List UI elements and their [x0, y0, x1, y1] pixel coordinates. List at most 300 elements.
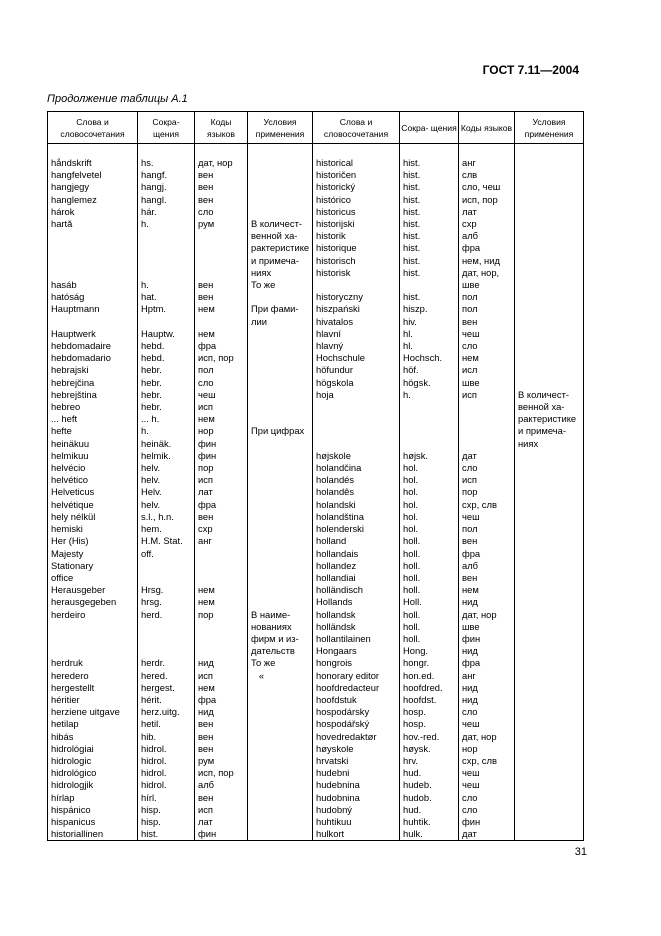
cell-conditions-right — [515, 255, 584, 267]
table-row — [48, 169, 584, 181]
cell-conditions-left — [248, 767, 313, 779]
cell-abbrev-left: hidrol. — [138, 767, 195, 779]
cell-conditions-left — [248, 792, 313, 804]
spacer-cell — [138, 144, 195, 158]
cell-words-right: hoja — [313, 389, 400, 401]
cell-conditions-left: рактеристике — [248, 242, 313, 254]
cell-lang-codes-right: схр, слв — [459, 499, 515, 511]
cell-words-right: historicus — [313, 206, 400, 218]
cell-abbrev-left — [138, 255, 195, 267]
cell-words-right — [313, 425, 400, 437]
cell-conditions-right — [515, 364, 584, 376]
cell-words-left — [48, 255, 138, 267]
table-row — [48, 242, 584, 254]
cell-conditions-right: ниях — [515, 438, 584, 450]
cell-lang-codes-left: вен — [195, 169, 248, 181]
table-row — [48, 706, 584, 718]
cell-words-left — [48, 645, 138, 657]
cell-conditions-right — [515, 633, 584, 645]
cell-words-right: historique — [313, 242, 400, 254]
table-row — [48, 425, 584, 437]
cell-words-left: hispanicus — [48, 816, 138, 828]
cell-abbrev-right: hulk. — [400, 828, 459, 841]
cell-abbrev-left: off. — [138, 548, 195, 560]
cell-lang-codes-right: сло — [459, 340, 515, 352]
table-row — [48, 267, 584, 279]
spacer-cell — [400, 144, 459, 158]
cell-conditions-right — [515, 499, 584, 511]
cell-lang-codes-left: чеш — [195, 389, 248, 401]
cell-conditions-left — [248, 755, 313, 767]
cell-conditions-left — [248, 352, 313, 364]
cell-conditions-right — [515, 340, 584, 352]
cell-conditions-right — [515, 303, 584, 315]
cell-words-left: hatóság — [48, 291, 138, 303]
column-header-conditions-right: Условия применения — [515, 112, 584, 144]
cell-abbrev-right: hoofdred. — [400, 682, 459, 694]
table-row — [48, 523, 584, 535]
cell-conditions-left — [248, 560, 313, 572]
cell-lang-codes-left: сло — [195, 377, 248, 389]
cell-words-left: hidrologjik — [48, 779, 138, 791]
cell-lang-codes-left: вен — [195, 792, 248, 804]
cell-conditions-left — [248, 694, 313, 706]
cell-lang-codes-left — [195, 548, 248, 560]
cell-words-right: hoofdredacteur — [313, 682, 400, 694]
cell-conditions-left — [248, 523, 313, 535]
cell-words-right: hospodářský — [313, 718, 400, 730]
cell-words-left: helvétique — [48, 499, 138, 511]
column-header-abbrev-left: Сокра- щения — [138, 112, 195, 144]
cell-lang-codes-right: пор — [459, 486, 515, 498]
cell-lang-codes-right: анг — [459, 157, 515, 169]
cell-lang-codes-left: дат, нор — [195, 157, 248, 169]
cell-abbrev-left — [138, 645, 195, 657]
cell-conditions-right — [515, 584, 584, 596]
cell-lang-codes-left: фра — [195, 499, 248, 511]
cell-lang-codes-right: схр, слв — [459, 755, 515, 767]
cell-words-left: hibás — [48, 731, 138, 743]
cell-abbrev-left: helv. — [138, 474, 195, 486]
cell-conditions-right — [515, 560, 584, 572]
cell-lang-codes-right: сло — [459, 792, 515, 804]
cell-lang-codes-left — [195, 560, 248, 572]
cell-lang-codes-right: фин — [459, 816, 515, 828]
cell-lang-codes-right: пол — [459, 303, 515, 315]
abbreviations-table — [47, 111, 584, 841]
cell-words-right: hudebnina — [313, 779, 400, 791]
cell-lang-codes-right: дат, нор — [459, 609, 515, 621]
cell-conditions-right: В количест- — [515, 389, 584, 401]
cell-lang-codes-left: вен — [195, 181, 248, 193]
cell-lang-codes-left: исп — [195, 401, 248, 413]
table-row — [48, 279, 584, 291]
table-row — [48, 462, 584, 474]
cell-abbrev-right — [400, 279, 459, 291]
cell-abbrev-left: hs. — [138, 157, 195, 169]
cell-words-right: högskola — [313, 377, 400, 389]
table-row — [48, 181, 584, 193]
cell-lang-codes-right: фра — [459, 242, 515, 254]
cell-words-right: holandês — [313, 486, 400, 498]
cell-words-right: hospodársky — [313, 706, 400, 718]
cell-lang-codes-right: чеш — [459, 779, 515, 791]
table-row — [48, 511, 584, 523]
cell-lang-codes-right: нид — [459, 596, 515, 608]
cell-abbrev-right: hist. — [400, 181, 459, 193]
cell-words-right: historijski — [313, 218, 400, 230]
cell-conditions-left — [248, 718, 313, 730]
cell-lang-codes-left: нем — [195, 682, 248, 694]
cell-lang-codes-left — [195, 230, 248, 242]
cell-words-right: honorary editor — [313, 670, 400, 682]
cell-abbrev-left: hangj. — [138, 181, 195, 193]
cell-words-left: hebdomadaire — [48, 340, 138, 352]
cell-abbrev-right: hist. — [400, 267, 459, 279]
cell-abbrev-right: hiv. — [400, 316, 459, 328]
cell-lang-codes-left: исп — [195, 670, 248, 682]
table-row — [48, 486, 584, 498]
table-row — [48, 609, 584, 621]
table-row — [48, 767, 584, 779]
cell-conditions-right — [515, 804, 584, 816]
cell-words-left: hebrajski — [48, 364, 138, 376]
cell-lang-codes-left: лат — [195, 816, 248, 828]
cell-lang-codes-right: чеш — [459, 328, 515, 340]
cell-conditions-left — [248, 291, 313, 303]
cell-abbrev-right: hosp. — [400, 706, 459, 718]
cell-lang-codes-left: вен — [195, 194, 248, 206]
cell-words-left: Her (His) — [48, 535, 138, 547]
cell-lang-codes-right: сло — [459, 462, 515, 474]
cell-words-right: Hollands — [313, 596, 400, 608]
cell-abbrev-right: hist. — [400, 242, 459, 254]
cell-words-left: helvécio — [48, 462, 138, 474]
cell-words-left: hefte — [48, 425, 138, 437]
cell-abbrev-right — [400, 401, 459, 413]
cell-conditions-right — [515, 828, 584, 841]
cell-conditions-right — [515, 523, 584, 535]
cell-abbrev-left: ... h. — [138, 413, 195, 425]
table-row — [48, 157, 584, 169]
cell-words-right: holandés — [313, 474, 400, 486]
cell-words-left: heredero — [48, 670, 138, 682]
cell-words-left: herausgegeben — [48, 596, 138, 608]
cell-words-left: hebdomadario — [48, 352, 138, 364]
cell-words-right — [313, 279, 400, 291]
cell-conditions-right — [515, 328, 584, 340]
cell-words-left: håndskrift — [48, 157, 138, 169]
column-header-abbrev-right: Сокра- щения — [400, 112, 459, 144]
cell-lang-codes-left — [195, 621, 248, 633]
cell-abbrev-right: hud. — [400, 767, 459, 779]
cell-words-left: hispánico — [48, 804, 138, 816]
table-caption: Продолжение таблицы А.1 — [47, 93, 188, 105]
cell-conditions-right — [515, 474, 584, 486]
cell-conditions-left — [248, 438, 313, 450]
cell-lang-codes-left: нид — [195, 657, 248, 669]
table-body — [48, 144, 584, 841]
cell-conditions-right — [515, 242, 584, 254]
cell-words-right: holländsk — [313, 621, 400, 633]
cell-conditions-left — [248, 682, 313, 694]
cell-words-left: hírlap — [48, 792, 138, 804]
table-header-row — [48, 112, 584, 144]
cell-abbrev-left: hangf. — [138, 169, 195, 181]
cell-conditions-right — [515, 670, 584, 682]
cell-words-right: historik — [313, 230, 400, 242]
cell-abbrev-left: hidrol. — [138, 755, 195, 767]
cell-abbrev-right — [400, 425, 459, 437]
cell-abbrev-left: hangl. — [138, 194, 195, 206]
table-row — [48, 804, 584, 816]
cell-lang-codes-right: вен — [459, 572, 515, 584]
cell-abbrev-right: hist. — [400, 157, 459, 169]
cell-conditions-right — [515, 511, 584, 523]
cell-conditions-right — [515, 450, 584, 462]
page-number: 31 — [574, 846, 587, 858]
cell-abbrev-left: hidrol. — [138, 779, 195, 791]
cell-lang-codes-right — [459, 401, 515, 413]
cell-lang-codes-left: фра — [195, 340, 248, 352]
cell-lang-codes-left — [195, 572, 248, 584]
cell-conditions-right: рактеристике — [515, 413, 584, 425]
cell-conditions-right — [515, 779, 584, 791]
table-row — [48, 218, 584, 230]
cell-conditions-right — [515, 194, 584, 206]
cell-abbrev-left: Hrsg. — [138, 584, 195, 596]
cell-words-right: historičen — [313, 169, 400, 181]
cell-abbrev-left — [138, 316, 195, 328]
cell-words-left: Stationary — [48, 560, 138, 572]
cell-abbrev-left: Helv. — [138, 486, 195, 498]
cell-lang-codes-left: схр — [195, 523, 248, 535]
cell-abbrev-right: hongr. — [400, 657, 459, 669]
cell-conditions-left — [248, 413, 313, 425]
table-row — [48, 389, 584, 401]
cell-words-right: hudobnina — [313, 792, 400, 804]
table-row — [48, 499, 584, 511]
cell-lang-codes-right: шве — [459, 377, 515, 389]
cell-conditions-left — [248, 194, 313, 206]
table-row — [48, 291, 584, 303]
cell-lang-codes-right: схр — [459, 218, 515, 230]
cell-abbrev-right: hol. — [400, 486, 459, 498]
table-row — [48, 206, 584, 218]
cell-lang-codes-right: нем — [459, 584, 515, 596]
cell-lang-codes-left — [195, 255, 248, 267]
cell-abbrev-left: hérit. — [138, 694, 195, 706]
cell-abbrev-left — [138, 633, 195, 645]
column-header-conditions-left: Условия применения — [248, 112, 313, 144]
cell-abbrev-right: hov.-red. — [400, 731, 459, 743]
cell-words-right: Hochschule — [313, 352, 400, 364]
cell-lang-codes-right: сло — [459, 804, 515, 816]
table-row — [48, 645, 584, 657]
column-header-words-left: Слова и словосочетания — [48, 112, 138, 144]
cell-conditions-left — [248, 596, 313, 608]
spacer-cell — [313, 144, 400, 158]
cell-conditions-left: венной ха- — [248, 230, 313, 242]
cell-lang-codes-left — [195, 633, 248, 645]
cell-abbrev-left: s.l., h.n. — [138, 511, 195, 523]
cell-words-right: hlavní — [313, 328, 400, 340]
cell-abbrev-left — [138, 621, 195, 633]
cell-lang-codes-left: нем — [195, 328, 248, 340]
cell-conditions-left — [248, 572, 313, 584]
cell-abbrev-left: helmik. — [138, 450, 195, 462]
cell-lang-codes-right: шве — [459, 279, 515, 291]
cell-lang-codes-right: лат — [459, 206, 515, 218]
cell-abbrev-right: hist. — [400, 206, 459, 218]
cell-words-left: heinäkuu — [48, 438, 138, 450]
cell-lang-codes-left: пор — [195, 462, 248, 474]
cell-abbrev-right: hosp. — [400, 718, 459, 730]
cell-abbrev-right: hist. — [400, 169, 459, 181]
cell-conditions-left — [248, 450, 313, 462]
table-row — [48, 560, 584, 572]
cell-words-right: höfundur — [313, 364, 400, 376]
cell-words-right: hongrois — [313, 657, 400, 669]
cell-words-left: herdruk — [48, 657, 138, 669]
cell-words-right: hudobný — [313, 804, 400, 816]
cell-abbrev-right: hudob. — [400, 792, 459, 804]
cell-conditions-left: При фами- — [248, 303, 313, 315]
cell-abbrev-right: hist. — [400, 218, 459, 230]
column-header-lang-codes-left: Коды языков — [195, 112, 248, 144]
cell-words-left — [48, 230, 138, 242]
cell-conditions-right — [515, 279, 584, 291]
cell-words-right: hollandais — [313, 548, 400, 560]
cell-words-left: Herausgeber — [48, 584, 138, 596]
cell-lang-codes-right: пол — [459, 523, 515, 535]
cell-conditions-right — [515, 206, 584, 218]
cell-lang-codes-left: рум — [195, 755, 248, 767]
cell-abbrev-right: holl. — [400, 584, 459, 596]
cell-conditions-right — [515, 267, 584, 279]
cell-conditions-right — [515, 377, 584, 389]
cell-words-left: hidrologic — [48, 755, 138, 767]
table-row — [48, 438, 584, 450]
cell-abbrev-left: hat. — [138, 291, 195, 303]
cell-conditions-left: В количест- — [248, 218, 313, 230]
cell-lang-codes-right — [459, 425, 515, 437]
cell-abbrev-left: heinäk. — [138, 438, 195, 450]
cell-conditions-right — [515, 596, 584, 608]
cell-conditions-left — [248, 816, 313, 828]
cell-lang-codes-right — [459, 438, 515, 450]
cell-abbrev-left: h. — [138, 279, 195, 291]
cell-lang-codes-left: исп — [195, 474, 248, 486]
cell-abbrev-left: hered. — [138, 670, 195, 682]
cell-abbrev-right: hl. — [400, 328, 459, 340]
cell-abbrev-right: hol. — [400, 499, 459, 511]
cell-lang-codes-right: дат, нор — [459, 731, 515, 743]
cell-words-left: hidrológiai — [48, 743, 138, 755]
cell-conditions-left — [248, 474, 313, 486]
table-row — [48, 596, 584, 608]
cell-abbrev-right: hist. — [400, 291, 459, 303]
cell-conditions-right — [515, 157, 584, 169]
cell-abbrev-left: hebr. — [138, 377, 195, 389]
cell-words-right: hlavný — [313, 340, 400, 352]
cell-words-left: Helveticus — [48, 486, 138, 498]
cell-lang-codes-right — [459, 413, 515, 425]
cell-words-left: Hauptwerk — [48, 328, 138, 340]
cell-conditions-left: « — [248, 670, 313, 682]
cell-lang-codes-left — [195, 267, 248, 279]
table-row — [48, 340, 584, 352]
cell-lang-codes-left: анг — [195, 535, 248, 547]
cell-words-right: histórico — [313, 194, 400, 206]
cell-conditions-right — [515, 181, 584, 193]
cell-abbrev-left: herd. — [138, 609, 195, 621]
table-row — [48, 548, 584, 560]
table-row — [48, 413, 584, 425]
cell-abbrev-left: helv. — [138, 462, 195, 474]
cell-lang-codes-right: фра — [459, 657, 515, 669]
cell-conditions-right — [515, 169, 584, 181]
cell-words-right: huhtikuu — [313, 816, 400, 828]
cell-conditions-left — [248, 535, 313, 547]
cell-lang-codes-right: дат, нор, — [459, 267, 515, 279]
cell-words-left — [48, 242, 138, 254]
cell-abbrev-left: h. — [138, 218, 195, 230]
cell-lang-codes-left: вен — [195, 743, 248, 755]
cell-lang-codes-right: анг — [459, 670, 515, 682]
cell-conditions-left: и примеча- — [248, 255, 313, 267]
cell-abbrev-right: holl. — [400, 609, 459, 621]
cell-words-left: hidrológico — [48, 767, 138, 779]
cell-abbrev-right: hoofdst. — [400, 694, 459, 706]
cell-abbrev-left: herdr. — [138, 657, 195, 669]
table-row — [48, 779, 584, 791]
cell-lang-codes-left: нид — [195, 706, 248, 718]
cell-lang-codes-left: рум — [195, 218, 248, 230]
cell-conditions-right — [515, 731, 584, 743]
cell-lang-codes-left: нем — [195, 413, 248, 425]
cell-lang-codes-right: слв — [459, 169, 515, 181]
column-header-lang-codes-right: Коды языков — [459, 112, 515, 144]
cell-words-right: hollandez — [313, 560, 400, 572]
cell-lang-codes-right: нем — [459, 352, 515, 364]
cell-words-right: holandčina — [313, 462, 400, 474]
cell-lang-codes-left: алб — [195, 779, 248, 791]
cell-words-left: historiallinen — [48, 828, 138, 841]
cell-lang-codes-right: нем, нид — [459, 255, 515, 267]
cell-abbrev-right — [400, 438, 459, 450]
cell-words-right: holenderski — [313, 523, 400, 535]
table-row — [48, 731, 584, 743]
cell-lang-codes-left: вен — [195, 731, 248, 743]
cell-abbrev-left: hergest. — [138, 682, 195, 694]
cell-conditions-left: дательств — [248, 645, 313, 657]
cell-words-left: Hauptmann — [48, 303, 138, 315]
cell-conditions-left — [248, 731, 313, 743]
cell-lang-codes-right: исп — [459, 474, 515, 486]
cell-lang-codes-right: вен — [459, 316, 515, 328]
table-row — [48, 401, 584, 413]
cell-conditions-right — [515, 548, 584, 560]
table-row — [48, 584, 584, 596]
cell-lang-codes-left — [195, 242, 248, 254]
cell-abbrev-left: hrsg. — [138, 596, 195, 608]
cell-abbrev-right: hud. — [400, 804, 459, 816]
cell-words-left: hebrejčina — [48, 377, 138, 389]
cell-lang-codes-left: исп, пор — [195, 767, 248, 779]
cell-conditions-left: нованиях — [248, 621, 313, 633]
table-row — [48, 328, 584, 340]
